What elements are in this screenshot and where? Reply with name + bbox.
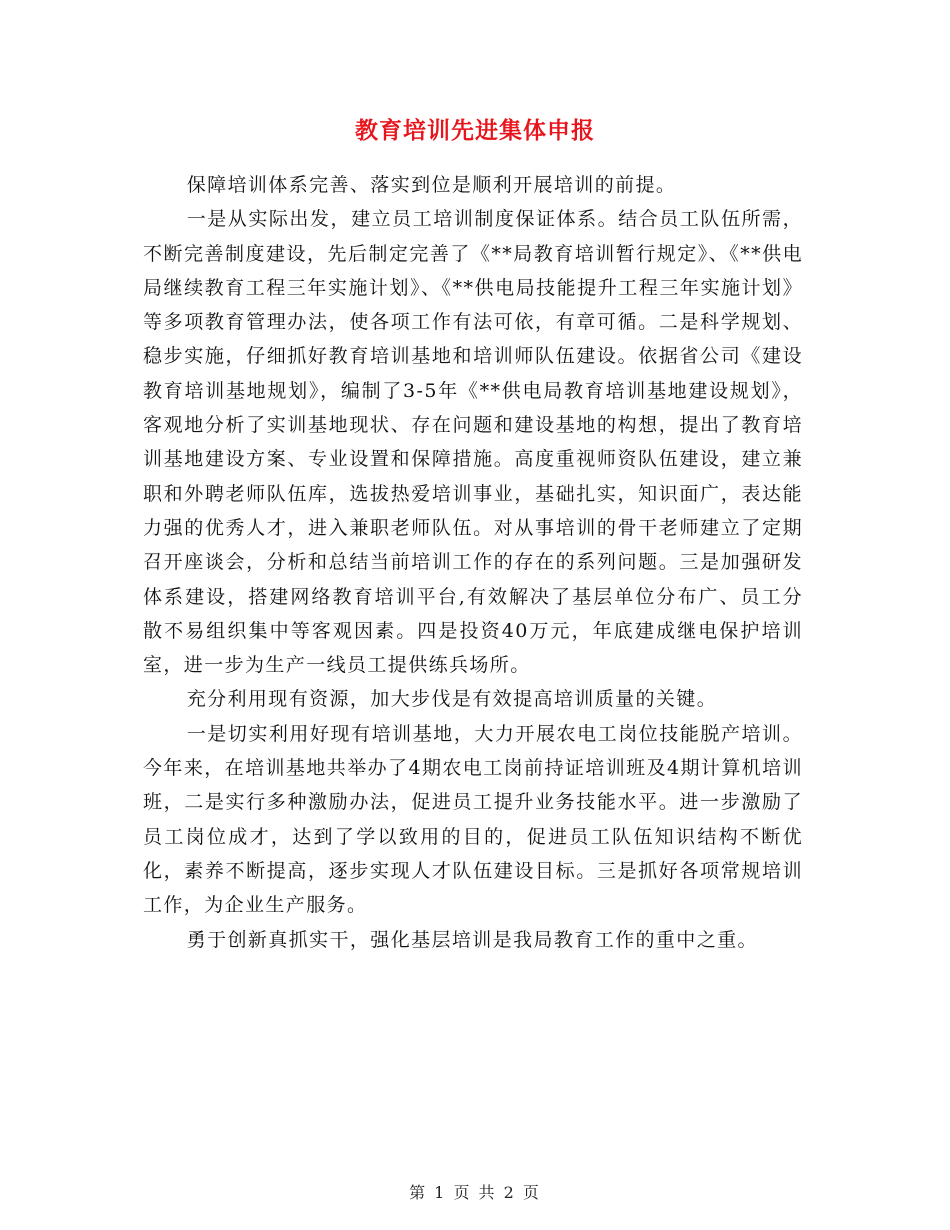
paragraph-5: 勇于创新真抓实干，强化基层培训是我局教育工作的重中之重。 [186,928,758,951]
paragraph-1: 保障培训体系完善、落实到位是顺利开展培训的前提。 [186,174,677,196]
paragraph-3: 充分利用现有资源，加大步伐是有效提高培训质量的关键。 [186,688,718,711]
document-title: 教育培训先进集体申报 [355,117,595,144]
page-number-footer: 第 1 页 共 2 页 [409,1183,541,1202]
paragraph-2: 一是从实际出发，建立员工培训制度保证体系。结合员工队伍所需，不断完善制度建设，先后制定完善了《**局教育培训暂行规定》、《**供电局继续教育工程三年实施计划》、《**供电局技能提升工程三年实施计划》等多项教育管理办法，使各项工作有法可依，有章可循。二是科学规划、稳步实施，仔细抓好教育培训基地和培训师队伍建设。依据省公司《建设教育培训基地规划》，编制了3-5年《**供电局教育培训基地建设规划》，客观地分析了实训基地现状、存在问题和建设基地的构想，提出了教育培训基地建设方案、专业设置和保障措施。高度重视师资队伍建设，建立兼职和外聘老师队伍库，选拔热爱培训事业，基础扎实，知识面广，表达能力强的优秀人才，进入兼职老师队伍。对从事培训的骨干老师建立了定期召开座谈会，分析和总结当前培训工作的存在的系列问题。三是加强研发体系建设，搭建网络教育培训平台,有效解决了基层单位分布广、员工分散不易组织集中等客观因素。四是投资40万元，年底建成继电保护培训室，进一步为生产一线员工提供练兵场所。 [143,208,803,677]
paragraph-4: 一是切实利用好现有培训基地，大力开展农电工岗位技能脱产培训。今年来，在培训基地共举办了4期农电工岗前持证培训班及4期计算机培训班，二是实行多种激励办法，促进员工提升业务技能水平。进一步激励了员工岗位成才，达到了学以致用的目的，促进员工队伍知识结构不断优化，素养不断提高，逐步实现人才队伍建设目标。三是抓好各项常规培训工作，为企业生产服务。 [143,722,803,917]
document-body [143,168,803,957]
